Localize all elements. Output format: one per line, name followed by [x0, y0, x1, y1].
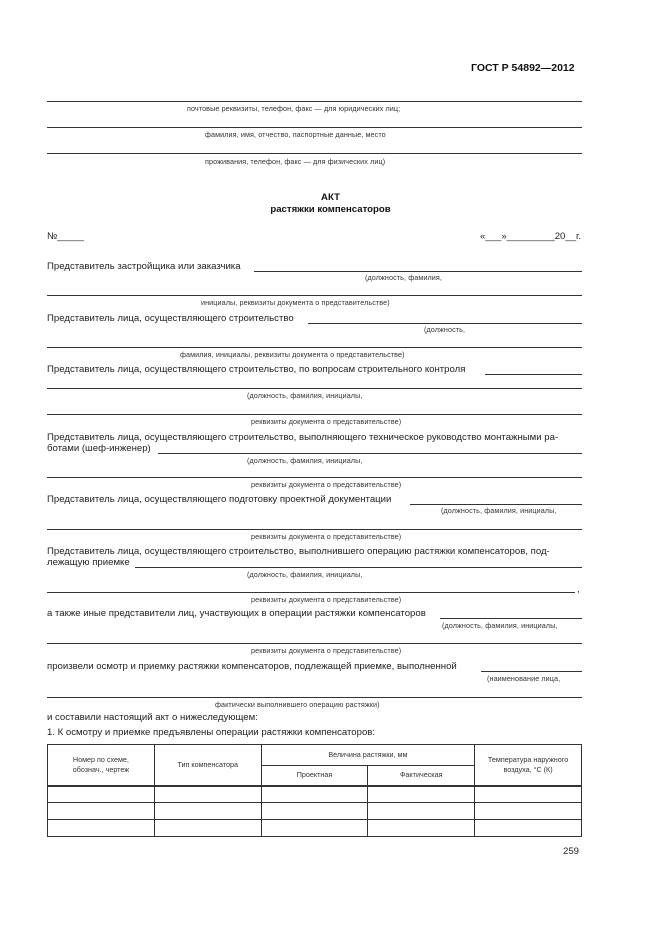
header-actual: Фактическая: [368, 766, 475, 786]
page-number: 259: [563, 846, 580, 857]
table-cell[interactable]: [261, 820, 368, 837]
fill-line[interactable]: [47, 127, 582, 128]
table-cell[interactable]: [368, 820, 475, 837]
row-chief-engineer-rep-cont: ботами (шеф-инженер): [47, 443, 151, 454]
header-design: Проектная: [261, 766, 368, 786]
caption: почтовые реквизиты, телефон, факс — для юридических лиц;: [187, 104, 401, 113]
row-inspection: произвели осмотр и приемку растяжки компенсаторов, подлежащей приемке, выполненной: [47, 661, 457, 672]
caption: инициалы, реквизиты документа о представительстве): [201, 298, 390, 307]
fill-line[interactable]: [481, 671, 582, 672]
row-other-reps: а также иные представители лиц, участвующих в операции растяжки компенсаторов: [47, 608, 426, 619]
table-cell[interactable]: [261, 803, 368, 820]
fill-line[interactable]: [410, 504, 582, 505]
row-builder-rep: Представитель лица, осуществляющего строительство: [47, 313, 294, 324]
caption: (должность, фамилия, инициалы,: [247, 570, 363, 579]
fill-line[interactable]: [47, 153, 582, 154]
fill-line[interactable]: [47, 477, 582, 478]
row-chief-engineer-rep: Представитель лица, осуществляющего строительство, выполняющего техническое руководство монтажными ра-: [47, 432, 559, 443]
table-cell[interactable]: [48, 786, 155, 803]
fill-line[interactable]: [47, 101, 582, 102]
header-scheme-number: Номер по схеме, обознач., чертеж: [48, 745, 155, 786]
table-cell[interactable]: [475, 786, 582, 803]
caption: фамилия, инициалы, реквизиты документа о представительстве): [180, 350, 405, 359]
caption: проживания, телефон, факс — для физических лиц): [205, 157, 386, 166]
document-title: АКТ: [321, 192, 340, 203]
table-cell[interactable]: [475, 803, 582, 820]
fill-line[interactable]: [47, 592, 575, 593]
caption: реквизиты документа о представительстве): [251, 646, 402, 655]
row-construction-control-rep: Представитель лица, осуществляющего строительство, по вопросам строительного контроля: [47, 364, 466, 375]
table-cell[interactable]: [154, 786, 261, 803]
compensators-table: [47, 744, 582, 837]
act-number[interactable]: №_____: [47, 231, 84, 242]
row-executor-rep: Представитель лица, осуществляющего строительство, выполнившего операцию растяжки компенсаторов, под-: [47, 546, 550, 557]
row-executor-rep-cont: лежащую приемке: [47, 557, 130, 568]
caption: реквизиты документа о представительстве): [251, 532, 402, 541]
fill-line[interactable]: [47, 643, 582, 644]
caption: фамилия, имя, отчество, паспортные данные, место: [205, 130, 386, 139]
caption: (должность, фамилия, инициалы,: [247, 391, 363, 400]
header-compensator-type: Тип компенсатора: [154, 745, 261, 786]
act-date[interactable]: «___»_________20__г.: [480, 231, 582, 242]
caption: (наименование лица,: [487, 674, 561, 683]
fill-line[interactable]: [254, 271, 582, 272]
table-cell[interactable]: [368, 803, 475, 820]
row-conclusion: и составили настоящий акт о нижеследующем:: [47, 712, 258, 723]
table-cell[interactable]: [475, 820, 582, 837]
table-cell[interactable]: [261, 786, 368, 803]
fill-line[interactable]: [47, 347, 582, 348]
caption: реквизиты документа о представительстве): [251, 595, 402, 604]
fill-line[interactable]: [47, 388, 582, 389]
caption: реквизиты документа о представительстве): [251, 417, 402, 426]
caption: реквизиты документа о представительстве): [251, 480, 402, 489]
document-subtitle: растяжки компенсаторов: [270, 204, 391, 215]
caption: (должность, фамилия, инициалы,: [442, 621, 558, 630]
fill-line[interactable]: [308, 323, 582, 324]
fill-line[interactable]: [47, 529, 582, 530]
standard-header: ГОСТ Р 54892—2012: [471, 62, 575, 74]
fill-line[interactable]: [47, 414, 582, 415]
row-design-rep: Представитель лица, осуществляющего подготовку проектной документации: [47, 494, 392, 505]
header-stretch-value: Величина растяжки, мм: [261, 745, 475, 766]
table-cell[interactable]: [154, 803, 261, 820]
fill-line[interactable]: [135, 567, 582, 568]
table-cell[interactable]: [154, 820, 261, 837]
fill-line[interactable]: [440, 618, 582, 619]
caption: фактически выполнившего операцию растяжки): [215, 700, 380, 709]
table-cell[interactable]: [48, 820, 155, 837]
table-cell[interactable]: [48, 803, 155, 820]
comma: ,: [577, 584, 580, 595]
row-item-1: 1. К осмотру и приемке предъявлены операции растяжки компенсаторов:: [47, 727, 376, 738]
caption: (должность,: [424, 325, 466, 334]
fill-line[interactable]: [485, 374, 582, 375]
caption: (должность, фамилия,: [365, 273, 442, 282]
header-temperature: Температура наружного воздуха, °С (К): [475, 745, 582, 786]
fill-line[interactable]: [158, 453, 582, 454]
row-developer-rep: Представитель застройщика или заказчика: [47, 261, 241, 272]
fill-line[interactable]: [47, 697, 582, 698]
caption: (должность, фамилия, инициалы,: [441, 506, 557, 515]
fill-line[interactable]: [47, 295, 582, 296]
table-cell[interactable]: [368, 786, 475, 803]
caption: (должность, фамилия, инициалы,: [247, 456, 363, 465]
